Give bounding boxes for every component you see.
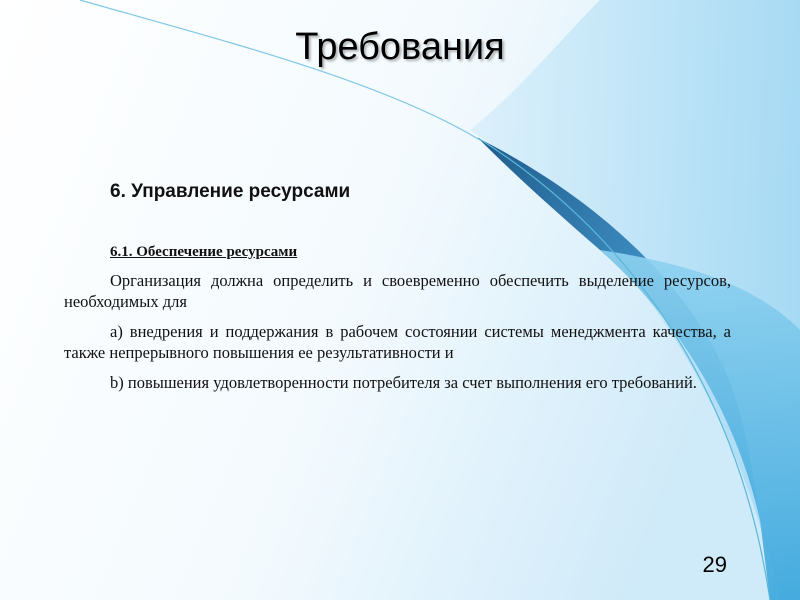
slide-title: Требования [295, 26, 505, 68]
section-heading: 6. Управление ресурсами [110, 181, 351, 202]
page-number: 29 [702, 552, 727, 577]
paragraph-resources: Организация должна определить и своевременно обеспечить выделение ресурсов, необходимых для [64, 271, 731, 311]
subsection-heading: 6.1. Обеспечение ресурсами [110, 244, 298, 260]
paragraph-item-b: b) повышения удовлетворенности потребителя за счет выполнения его требований. [110, 373, 697, 392]
slide-content [64, 178, 731, 402]
paragraph-item-a: a) внедрения и поддержания в рабочем состоянии системы менеджмента качества, а также непрерывного повышения ее результативности и [64, 322, 731, 362]
